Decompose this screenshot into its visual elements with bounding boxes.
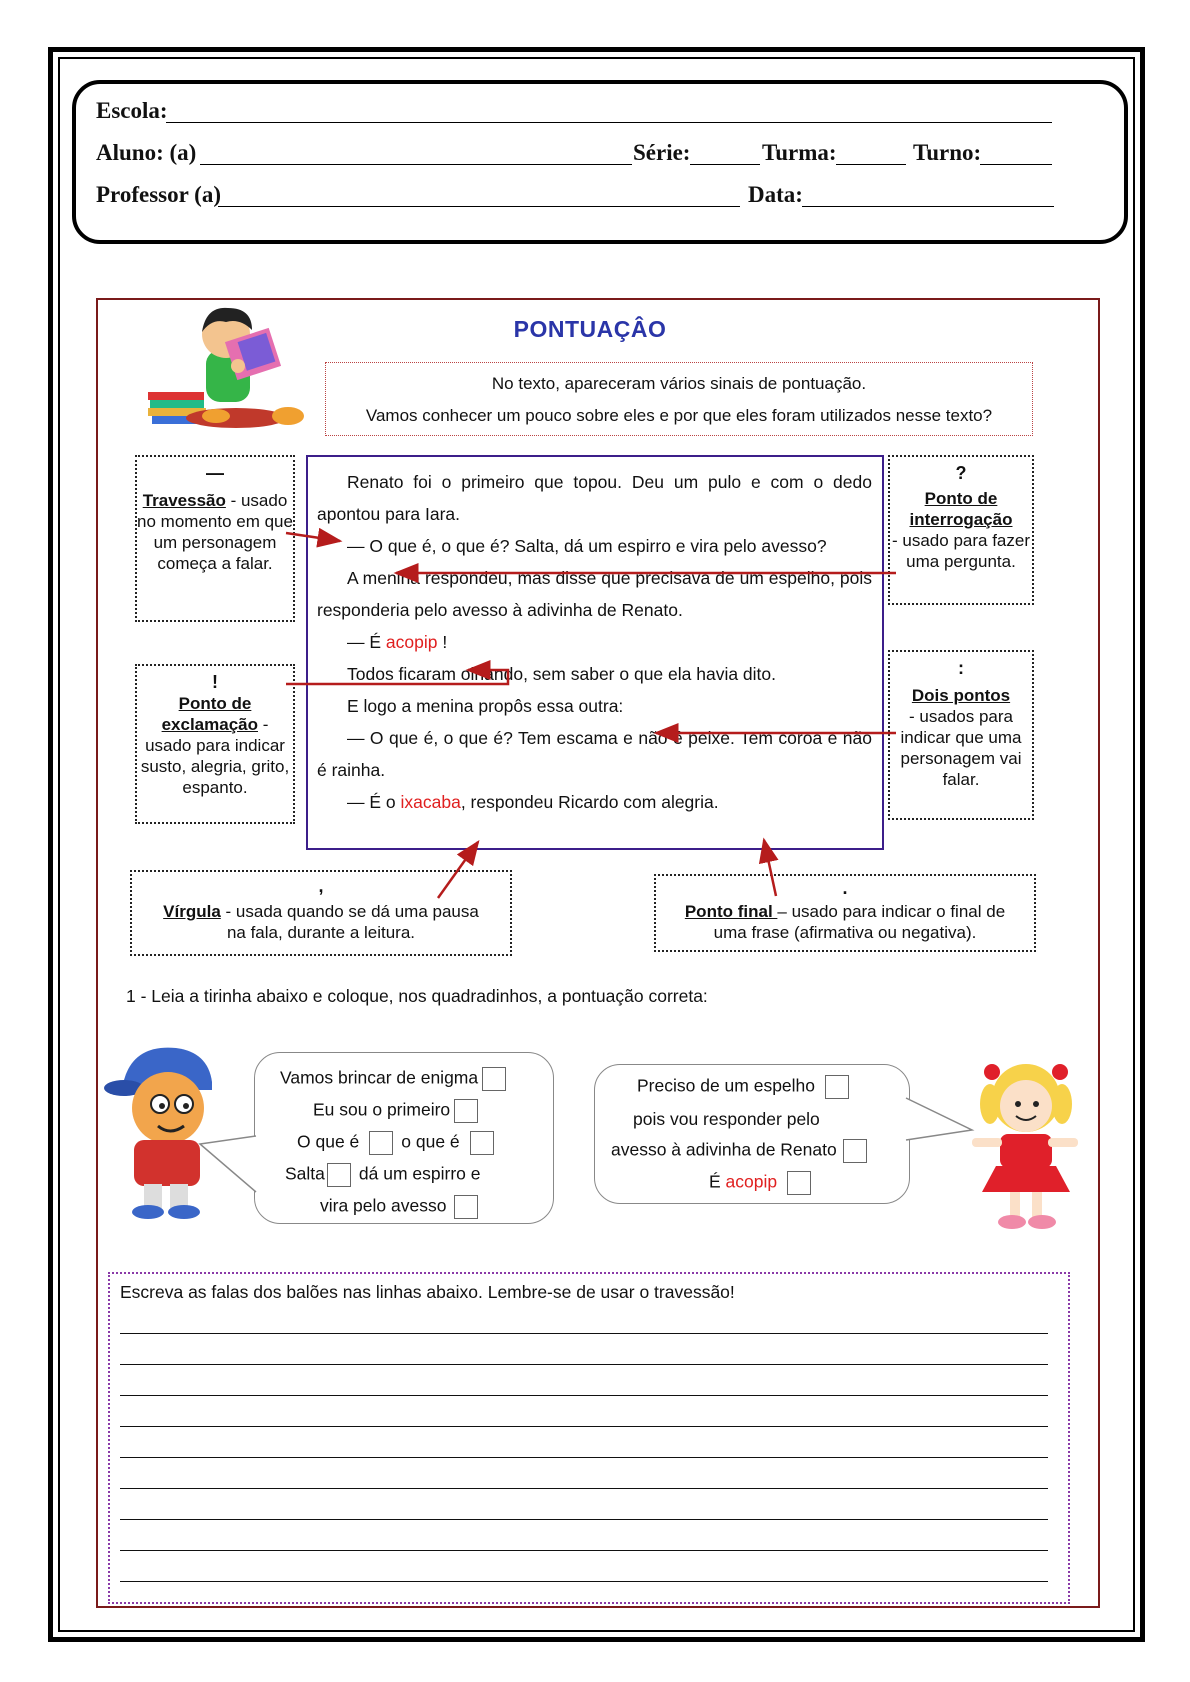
writing-instruction: Escreva as falas dos balões nas linhas abaixo. Lembre-se de usar o travessão!	[120, 1282, 735, 1302]
bubble-right-line-3: avesso à adivinha de Renato	[611, 1139, 837, 1160]
coded-word-acopip: acopip	[385, 632, 438, 652]
punctuation-checkbox-8[interactable]	[843, 1139, 867, 1163]
virgula-title: Vírgula	[163, 902, 221, 921]
interrogacao-desc: - usado para fazer uma pergunta.	[892, 531, 1030, 571]
girl-illustration	[966, 1054, 1084, 1234]
intro-line-2: Vamos conhecer um pouco sobre eles e por que eles foram utilizados nesse texto?	[365, 406, 993, 425]
story-paragraph-4: — É acopip !	[347, 632, 448, 652]
punctuation-checkbox-9[interactable]	[787, 1171, 811, 1195]
travessao-desc: - usado no momento em que um personagem começa a falar.	[137, 491, 293, 573]
writing-line[interactable]	[120, 1581, 1048, 1582]
ponto-final-box	[654, 874, 1036, 952]
question-1: 1 - Leia a tirinha abaixo e coloque, nos quadradinhos, a pontuação correta:	[126, 986, 708, 1006]
ponto-final-symbol: .	[842, 878, 848, 898]
intro-line-1: No texto, apareceram vários sinais de pontuação.	[491, 374, 867, 393]
coded-word-ixacaba: ixacaba	[400, 792, 461, 812]
punctuation-checkbox-4[interactable]	[470, 1131, 494, 1155]
story-paragraph-1: Renato foi o primeiro que topou. Deu um pulo e com o dedo apontou para Iara.	[317, 472, 872, 524]
travessao-symbol: —	[206, 463, 224, 483]
punctuation-checkbox-7[interactable]	[825, 1075, 849, 1099]
dois-pontos-symbol: :	[958, 658, 964, 678]
bubble-left-line-4b: dá um espirro e	[358, 1163, 481, 1184]
punctuation-checkbox-1[interactable]	[482, 1067, 506, 1091]
ponto-final-title: Ponto final	[684, 902, 778, 921]
escola-field[interactable]	[166, 122, 1052, 123]
escola-label: Escola:	[96, 98, 168, 123]
bubble-left-line-2: Eu sou o primeiro	[313, 1099, 451, 1120]
page-title: PONTUAÇÂO	[513, 316, 667, 342]
turno-field[interactable]	[980, 164, 1052, 165]
virgula-symbol: ,	[318, 876, 324, 896]
story-paragraph-3: A menina respondeu, mas disse que precisava de um espelho, pois responderia pelo avesso à adivinha de Renato.	[317, 568, 872, 620]
data-label: Data:	[748, 182, 803, 207]
virgula-box	[130, 870, 512, 956]
bubble-left-line-1: Vamos brincar de enigma	[280, 1067, 479, 1088]
story-paragraph-2: — O que é, o que é? Salta, dá um espirro e vira pelo avesso?	[347, 536, 827, 556]
bubble-left-tail	[196, 1130, 266, 1210]
turno-label: Turno:	[913, 140, 982, 165]
travessao-title: Travessão	[142, 491, 226, 510]
exclamacao-symbol: !	[212, 672, 218, 692]
story-paragraph-8: — É o ixacaba, respondeu Ricardo com alegria.	[347, 792, 719, 812]
professor-label: Professor (a)	[96, 182, 221, 207]
exclamacao-desc: - usado para indicar susto, alegria, grito, espanto.	[140, 715, 290, 797]
writing-line[interactable]	[120, 1457, 1048, 1458]
bubble-right-coded-word: acopip	[725, 1171, 778, 1192]
exclamacao-title: Ponto de exclamação	[161, 694, 258, 734]
story-box	[306, 455, 884, 850]
writing-line[interactable]	[120, 1519, 1048, 1520]
serie-label: Série:	[633, 140, 691, 165]
data-field[interactable]	[802, 206, 1054, 207]
turma-field[interactable]	[836, 164, 906, 165]
reading-boy-illustration	[148, 304, 308, 434]
writing-area	[108, 1272, 1070, 1604]
speech-bubble-left	[254, 1052, 554, 1224]
ponto-final-desc: – usado para indicar o final de uma frase (afirmativa ou negativa).	[713, 902, 1006, 942]
bubble-left-line-3a: O que é	[297, 1131, 360, 1152]
writing-line[interactable]	[120, 1550, 1048, 1551]
aluno-label: Aluno: (a)	[96, 140, 197, 165]
virgula-desc: - usada quando se dá uma pausa na fala, durante a leitura.	[220, 902, 479, 942]
story-paragraph-5: Todos ficaram olhando, sem saber o que ela havia dito.	[347, 664, 777, 684]
serie-field[interactable]	[690, 164, 760, 165]
interrogacao-title: Ponto de interrogação	[909, 489, 1013, 529]
bubble-left-line-4a: Salta	[285, 1163, 325, 1184]
bubble-right-line-1: Preciso de um espelho	[637, 1075, 816, 1096]
intro-box	[325, 362, 1033, 436]
bubble-right-line-2: pois vou responder pelo	[633, 1109, 820, 1129]
dois-pontos-title: Dois pontos	[911, 686, 1011, 705]
professor-field[interactable]	[218, 206, 740, 207]
writing-line[interactable]	[120, 1395, 1048, 1396]
writing-line[interactable]	[120, 1426, 1048, 1427]
writing-line[interactable]	[120, 1333, 1048, 1334]
exclamacao-box	[135, 664, 295, 824]
dois-pontos-box	[888, 650, 1034, 820]
punctuation-checkbox-5[interactable]	[327, 1163, 351, 1187]
bubble-left-line-5: vira pelo avesso	[320, 1195, 447, 1216]
interrogacao-symbol: ?	[955, 463, 967, 483]
punctuation-checkbox-3[interactable]	[369, 1131, 393, 1155]
aluno-field[interactable]	[200, 164, 632, 165]
turma-label: Turma:	[762, 140, 837, 165]
speech-bubble-right: Preciso de um espelho pois vou responder pelo avesso à adivinha de Renato É acopip	[594, 1064, 910, 1204]
writing-line[interactable]	[120, 1488, 1048, 1489]
story-paragraph-7: — O que é, o que é? Tem escama e não é peixe. Tem coroa e não é rainha.	[317, 728, 872, 780]
writing-line[interactable]	[120, 1364, 1048, 1365]
story-paragraph-6: E logo a menina propôs essa outra:	[347, 696, 624, 716]
bubble-left-line-3b: o que é	[401, 1131, 460, 1152]
travessao-box	[135, 455, 295, 622]
punctuation-checkbox-2[interactable]	[454, 1099, 478, 1123]
interrogacao-box	[888, 455, 1034, 605]
punctuation-checkbox-6[interactable]	[454, 1195, 478, 1219]
dois-pontos-desc: - usados para indicar que uma personagem vai falar.	[900, 707, 1022, 789]
